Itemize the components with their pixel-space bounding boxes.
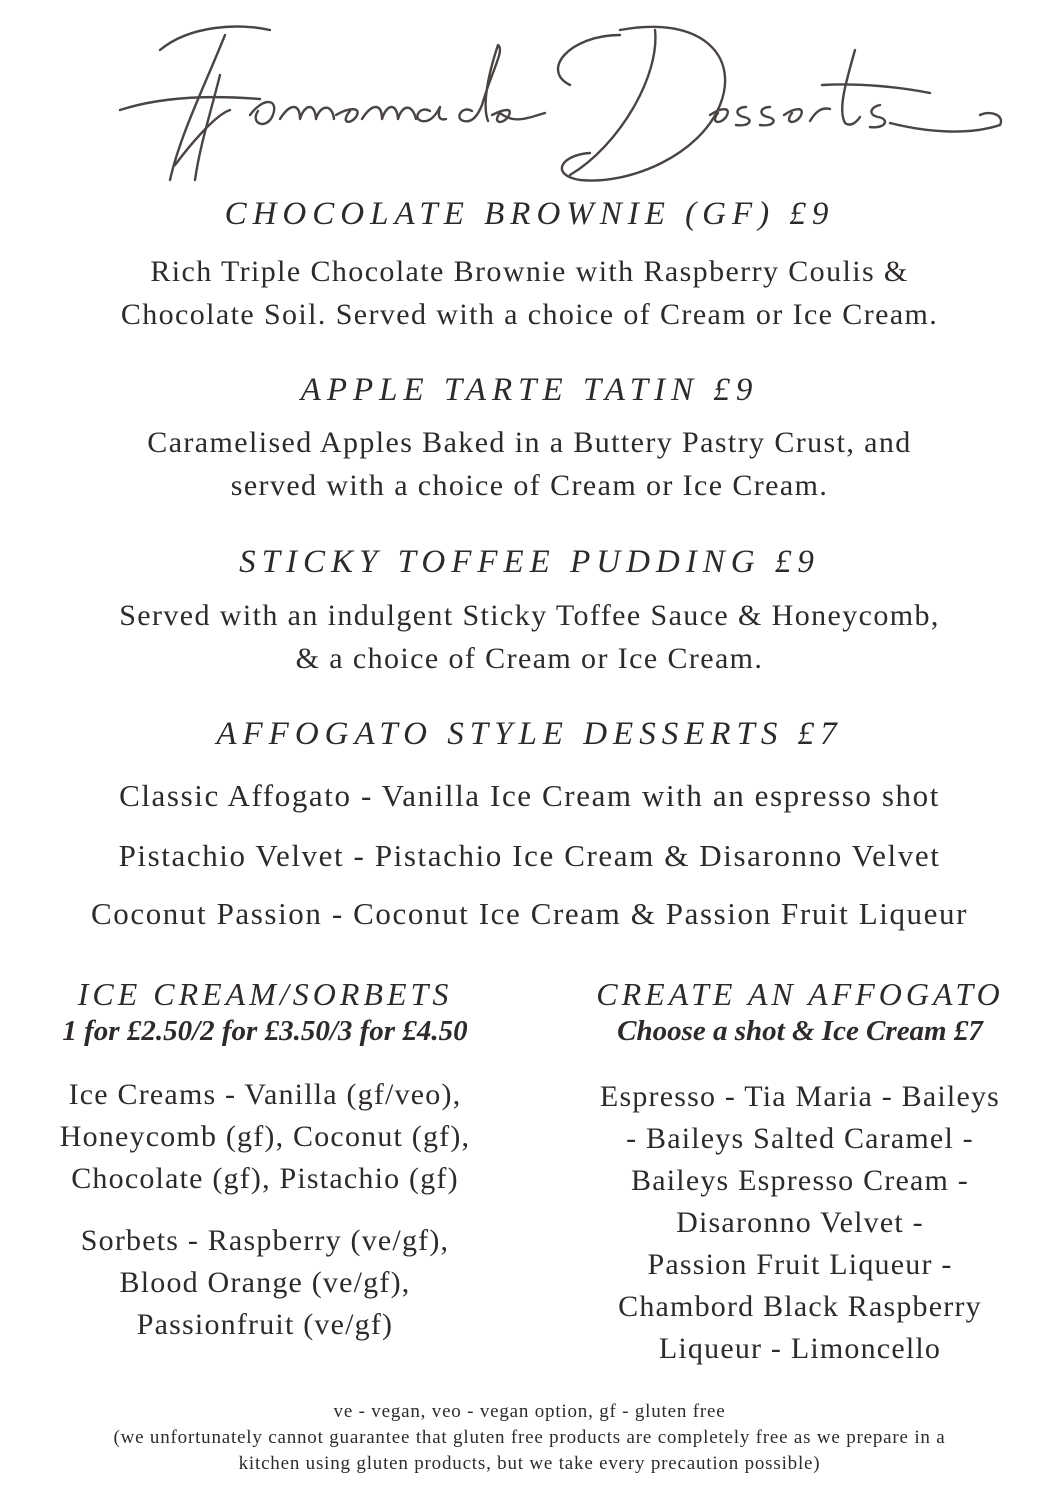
dessert-heading-sticky-toffee: STICKY TOFFEE PUDDING £9 xyxy=(239,544,820,580)
affogato-item: Classic Affogato - Vanilla Ice Cream with an espresso shot xyxy=(119,778,940,813)
list-line: - Baileys Salted Caramel - xyxy=(626,1122,974,1155)
desc-line: Caramelised Apples Baked in a Buttery Pastry Crust, and xyxy=(147,426,912,459)
dessert-heading-tarte-tatin: APPLE TARTE TATIN £9 xyxy=(300,372,759,408)
dessert-desc-sticky-toffee xyxy=(0,594,1059,680)
list-line: Disaronno Velvet - xyxy=(676,1206,924,1239)
dessert-desc-tarte-tatin xyxy=(0,421,1059,507)
ice-cream-prices: 1 for £2.50/2 for £3.50/3 for £4.50 xyxy=(62,1015,468,1047)
list-line: Espresso - Tia Maria - Baileys xyxy=(599,1080,1001,1113)
sorbet-list xyxy=(10,1220,520,1346)
footer-line: (we unfortunately cannot guarantee that gluten free products are completely free as we prepare in a xyxy=(113,1427,946,1448)
create-affogato-section xyxy=(545,976,1055,1370)
ice-cream-section xyxy=(10,976,520,1346)
desc-line: Served with an indulgent Sticky Toffee Sauce & Honeycomb, xyxy=(119,599,940,632)
create-affogato-heading: CREATE AN AFFOGATO xyxy=(596,976,1004,1012)
affogato-item: Coconut Passion - Coconut Ice Cream & Passion Fruit Liqueur xyxy=(90,896,969,931)
list-line: Liqueur - Limoncello xyxy=(658,1332,942,1365)
desc-line: served with a choice of Cream or Ice Cream. xyxy=(230,469,829,502)
desc-line: Rich Triple Chocolate Brownie with Raspberry Coulis & xyxy=(150,255,909,288)
footer-line: kitchen using gluten products, but we take every precaution possible) xyxy=(238,1453,821,1474)
desc-line: Chocolate Soil. Served with a choice of Cream or Ice Cream. xyxy=(120,298,939,331)
list-line: Ice Creams - Vanilla (gf/veo), xyxy=(68,1078,462,1111)
create-affogato-subheading: Choose a shot & Ice Cream £7 xyxy=(617,1015,983,1047)
ice-cream-heading: ICE CREAM/SORBETS xyxy=(77,976,453,1012)
list-line: Sorbets - Raspberry (ve/gf), xyxy=(80,1224,450,1257)
list-line: Baileys Espresso Cream - xyxy=(631,1164,969,1197)
list-line: Honeycomb (gf), Coconut (gf), xyxy=(59,1120,471,1153)
list-line: Blood Orange (ve/gf), xyxy=(119,1266,411,1299)
allergen-footer xyxy=(0,1399,1059,1477)
ice-cream-list xyxy=(10,1074,520,1200)
affogato-item: Pistachio Velvet - Pistachio Ice Cream & Disaronno Velvet xyxy=(118,838,941,873)
affogato-heading: AFFOGATO STYLE DESSERTS £7 xyxy=(216,716,843,752)
shot-list xyxy=(545,1076,1055,1370)
desc-line: & a choice of Cream or Ice Cream. xyxy=(295,642,764,675)
list-line: Chocolate (gf), Pistachio (gf) xyxy=(71,1162,459,1195)
dessert-desc-brownie xyxy=(0,250,1059,336)
title-script-logo xyxy=(100,15,1010,190)
list-line: Passionfruit (ve/gf) xyxy=(136,1308,394,1341)
list-line: Passion Fruit Liqueur - xyxy=(647,1248,953,1281)
list-line: Chambord Black Raspberry xyxy=(618,1290,982,1323)
dessert-heading-brownie: CHOCOLATE BROWNIE (GF) £9 xyxy=(224,196,835,232)
footer-line: ve - vegan, veo - vegan option, gf - gluten free xyxy=(333,1401,726,1422)
